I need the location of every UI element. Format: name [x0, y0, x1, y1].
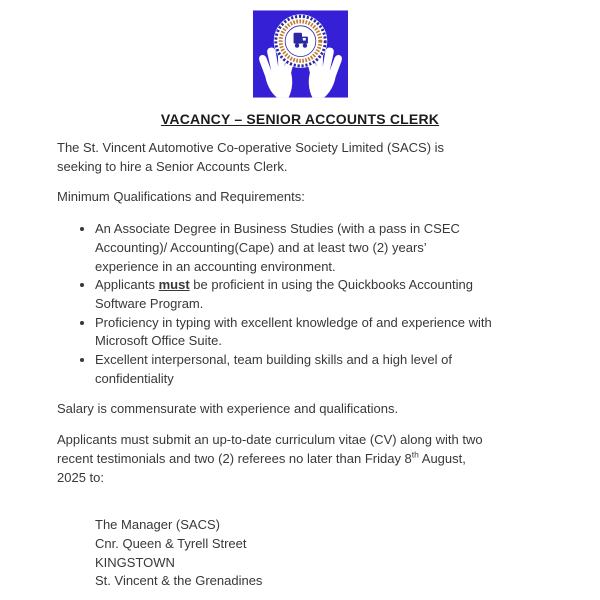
text-line: Software Program.: [95, 295, 204, 311]
list-item-typing: [95, 314, 543, 351]
truck-window: [302, 38, 305, 41]
text-line: Accounting)/ Accounting(Cape) and at least two (2) years’: [95, 239, 427, 255]
sacs-logo-graphic: [253, 10, 348, 98]
page-title: [57, 111, 543, 127]
text-line: seeking to hire a Senior Accounts Clerk.: [57, 158, 288, 174]
text-line: Applicants must submit an up-to-date curriculum vitae (CV) along with two: [57, 432, 483, 448]
list-item-lines: [95, 220, 543, 276]
address-block: [57, 516, 543, 591]
salary-paragraph: Salary is commensurate with experience and qualifications.: [57, 401, 399, 417]
quickbooks-line-before: Applicants: [95, 277, 159, 293]
list-item-lines: [95, 351, 543, 388]
text-line: • Proficiency in typing with excellent knowledge of and experience with: [95, 314, 492, 330]
text-line: Microsoft Office Suite.: [95, 333, 222, 349]
submission-paragraph: [57, 431, 543, 487]
qualifications-heading: Minimum Qualifications and Requirements:: [57, 189, 305, 205]
list-item-interpersonal: [95, 351, 543, 388]
text-line: The Manager (SACS): [95, 517, 220, 533]
list-item-lines: [95, 314, 543, 351]
intro-paragraph: [57, 139, 543, 176]
text-line: experience in an accounting environment.: [95, 258, 336, 274]
text-line: [95, 276, 543, 295]
text-line: Cnr. Queen & Tyrell Street: [95, 535, 247, 551]
text-line: [57, 450, 543, 469]
text-line: • An Associate Degree in Business Studies (with a pass in CSEC: [95, 221, 460, 237]
submission-line2-before: recent testimonials and two (2) referees no later than Friday 8: [57, 450, 412, 466]
text-line: KINGSTOWN: [95, 554, 175, 570]
quickbooks-line-after: be proficient in using the Quickbooks Accounting: [189, 277, 473, 293]
list-item-quickbooks: [95, 276, 543, 313]
ordinal-superscript: th: [411, 449, 419, 460]
text-line: confidentiality: [95, 370, 174, 386]
text-line: The St. Vincent Automotive Co-operative Society Limited (SACS) is: [57, 140, 445, 155]
sacs-logo: [253, 10, 348, 98]
page-title-text: VACANCY – SENIOR ACCOUNTS CLERK: [160, 111, 440, 127]
text-line: 2025 to:: [57, 469, 104, 485]
submission-line2-after: August,: [418, 450, 466, 466]
cooperative-seal-icon: [273, 14, 326, 67]
text-line: • Excellent interpersonal, team building skills and a high level of: [95, 352, 452, 368]
list-item-degree: [95, 220, 543, 276]
text-line: St. Vincent & the Grenadines: [95, 573, 263, 589]
qualifications-list: [57, 220, 543, 388]
must-emphasis: must: [158, 277, 190, 293]
